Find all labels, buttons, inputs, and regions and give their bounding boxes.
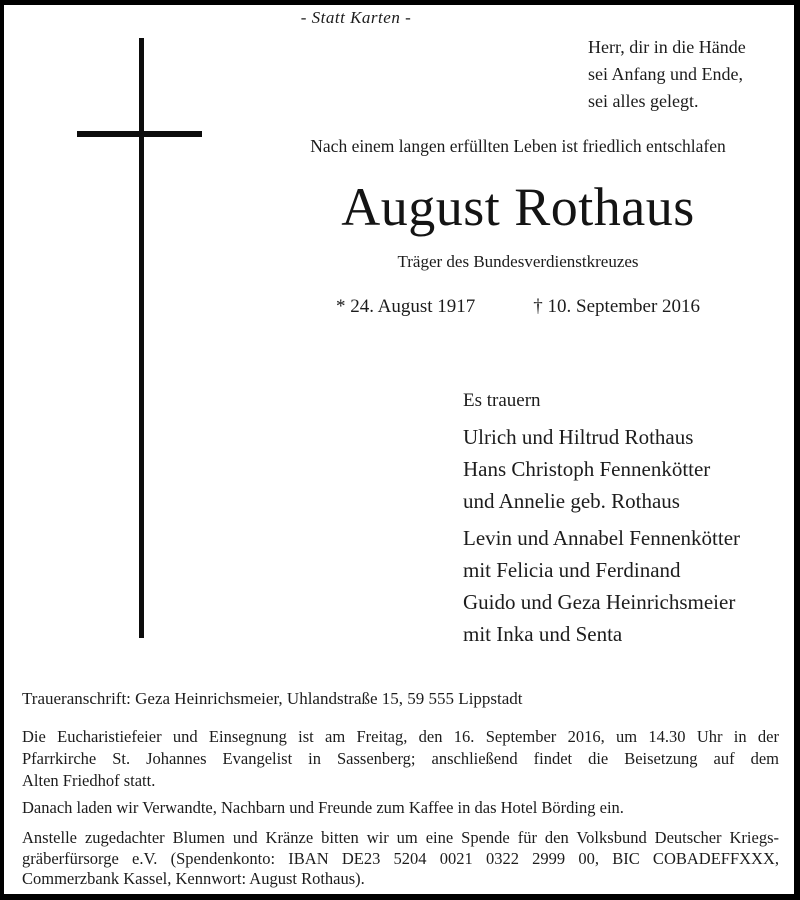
service-line: Alten Friedhof statt. [22,771,156,790]
mourner-line: Guido und Geza Heinrichsmeier [463,590,736,614]
donation-line: Commerzbank Kassel, Kennwort: August Rothaus). [22,869,365,888]
cross-icon-vertical-bar [139,38,144,638]
donation-line: gräberfürsorge e.V. (Spendenkonto: IBAN DE23 5204 0021 0322 2999 00, BIC COBADEFFXXX, [22,848,779,868]
mourner-line: Ulrich und Hiltrud Rothaus [463,425,694,449]
mourner-line: mit Inka und Senta [463,622,623,646]
statt-karten-label: - Statt Karten - [300,8,412,27]
birth-date: * 24. August 1917 [335,296,476,317]
prayer-line: sei Anfang und Ende, [588,64,743,84]
cross-icon-horizontal-bar [77,131,202,137]
prayer-verse [588,34,778,115]
death-announcement-line: Nach einem langen erfüllten Leben ist friedlich entschlafen [310,136,726,156]
prayer-line: sei alles gelegt. [588,91,699,111]
life-dates [258,296,778,318]
mourner-line: mit Felicia und Ferdinand [463,558,681,582]
donation-line: Anstelle zugedachter Blumen und Kränze bitten wir um eine Spende für den Volksbund Deutscher Kriegs- [22,828,779,847]
coffee-invitation: Danach laden wir Verwandte, Nachbarn und Freunde zum Kaffee in das Hotel Börding ein. [22,798,624,817]
prayer-line: Herr, dir in die Hände [588,37,746,57]
mourners-block [463,390,783,650]
service-line: Die Eucharistiefeier und Einsegnung ist am Freitag, den 16. September 2016, um 14.30 Uhr in der [22,727,779,746]
funeral-service-paragraph [22,726,779,792]
donation-paragraph [22,828,779,890]
deceased-name: August Rothaus [341,177,695,237]
service-line: Pfarrkirche St. Johannes Evangelist in Sassenberg; anschließend findet die Beisetzung auf dem [22,749,779,768]
mourner-line: und Annelie geb. Rothaus [463,489,680,513]
honor-title: Träger des Bundesverdienstkreuzes [397,252,639,271]
mourner-line: Levin und Annabel Fennenkötter [463,526,741,550]
mourning-intro-label: Es trauern [463,390,541,411]
mourning-address: Traueranschrift: Geza Heinrichsmeier, Uhlandstraße 15, 59 555 Lippstadt [22,689,523,708]
mourner-line: Hans Christoph Fennenkötter [463,457,711,481]
death-date: † 10. September 2016 [533,296,701,317]
